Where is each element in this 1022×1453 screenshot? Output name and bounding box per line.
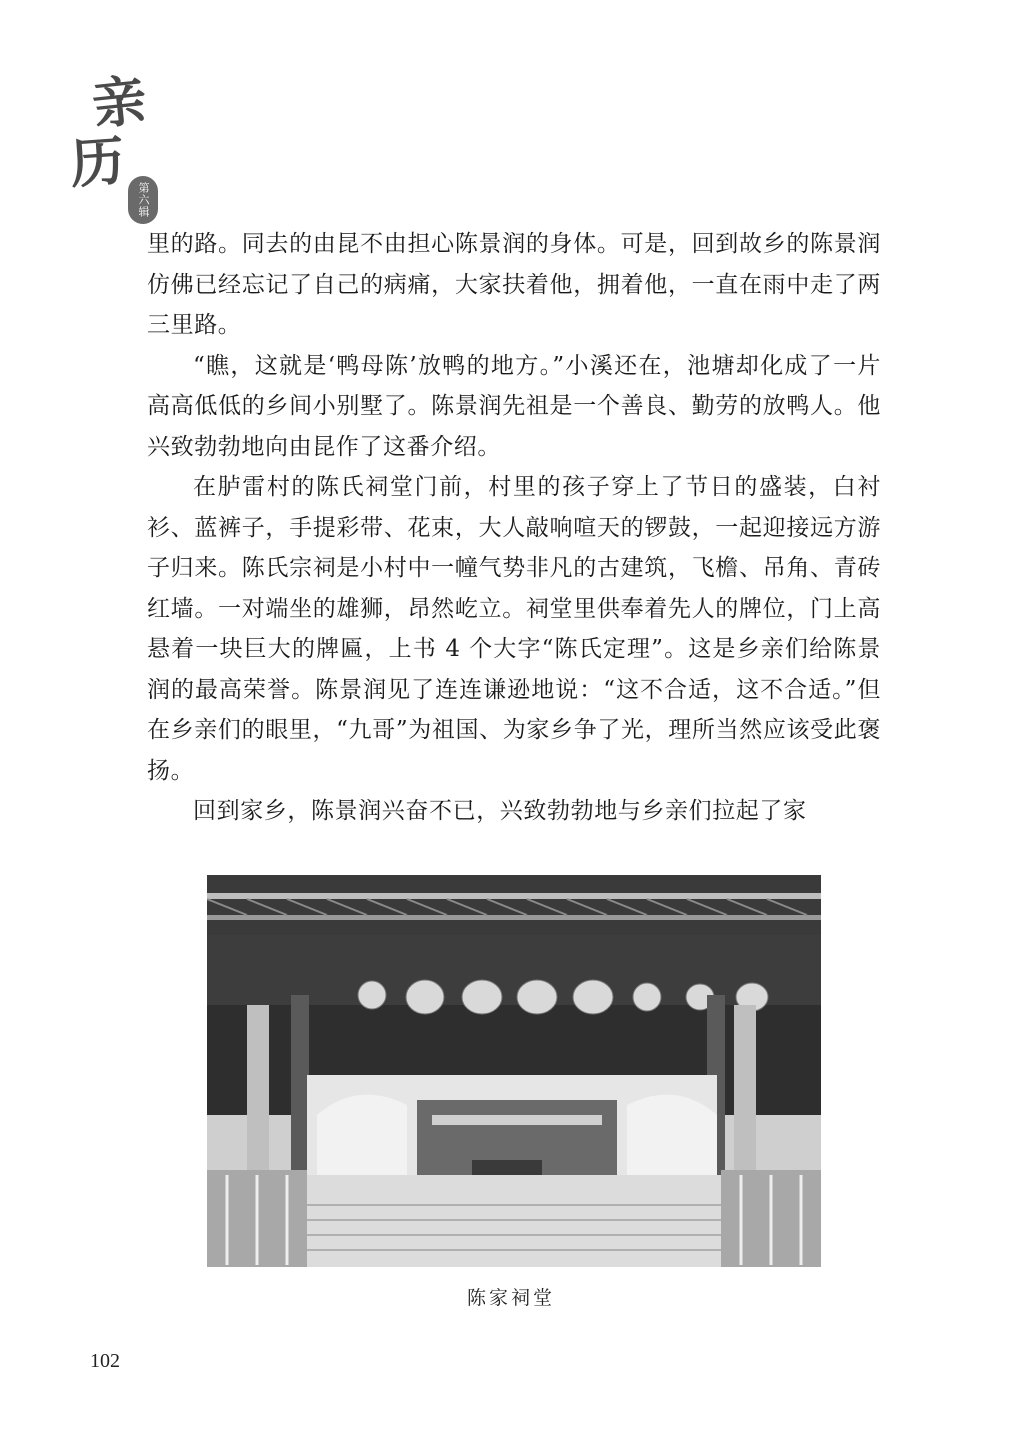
series-logo — [62, 58, 172, 218]
logo-seal: 第六辑 — [128, 176, 158, 224]
logo-character: 亲 — [89, 67, 150, 137]
paragraph: 在胪雷村的陈氏祠堂门前，村里的孩子穿上了节日的盛装，白衬衫、蓝裤子，手提彩带、花束，大人敲响喧天的锣鼓，一起迎接远方游子归来。陈氏宗祠是小村中一幢气势非凡的古建筑，飞檐、吊角、青砖红墙。一对端坐的雄狮，昂然屹立。祠堂里供奉着先人的牌位，门上高悬着一块巨大的牌匾，上书 4 个大字“陈氏定理”。这是乡亲们给陈景润的最高荣誉。陈景润见了连连谦逊地说：“这不合适，这不合适。”但在乡亲们的眼里，“九哥”为祖国、为家乡争了光，理所当然应该受此褒扬。 — [147, 474, 881, 784]
logo-character: 历 — [68, 128, 127, 196]
paragraph: “瞧，这就是‘鸭母陈’放鸭的地方。”小溪还在，池塘却化成了一片高高低低的乡间小别墅了。陈景润先祖是一个善良、勤劳的放鸭人。他兴致勃勃地向由昆作了这番介绍。 — [147, 352, 881, 460]
ancestral-hall-photo — [207, 875, 821, 1267]
paragraph: 里的路。同去的由昆不由担心陈景润的身体。可是，回到故乡的陈景润仿佛已经忘记了自己的病痛，大家扶着他，拥着他，一直在雨中走了两三里路。 — [147, 231, 881, 338]
body-text — [147, 224, 881, 832]
photo-caption: 陈家祠堂 — [466, 1287, 555, 1309]
page-number: 102 — [90, 1350, 120, 1372]
paragraph: 回到家乡，陈景润兴奋不已，兴致勃勃地与乡亲们拉起了家 — [193, 798, 807, 824]
